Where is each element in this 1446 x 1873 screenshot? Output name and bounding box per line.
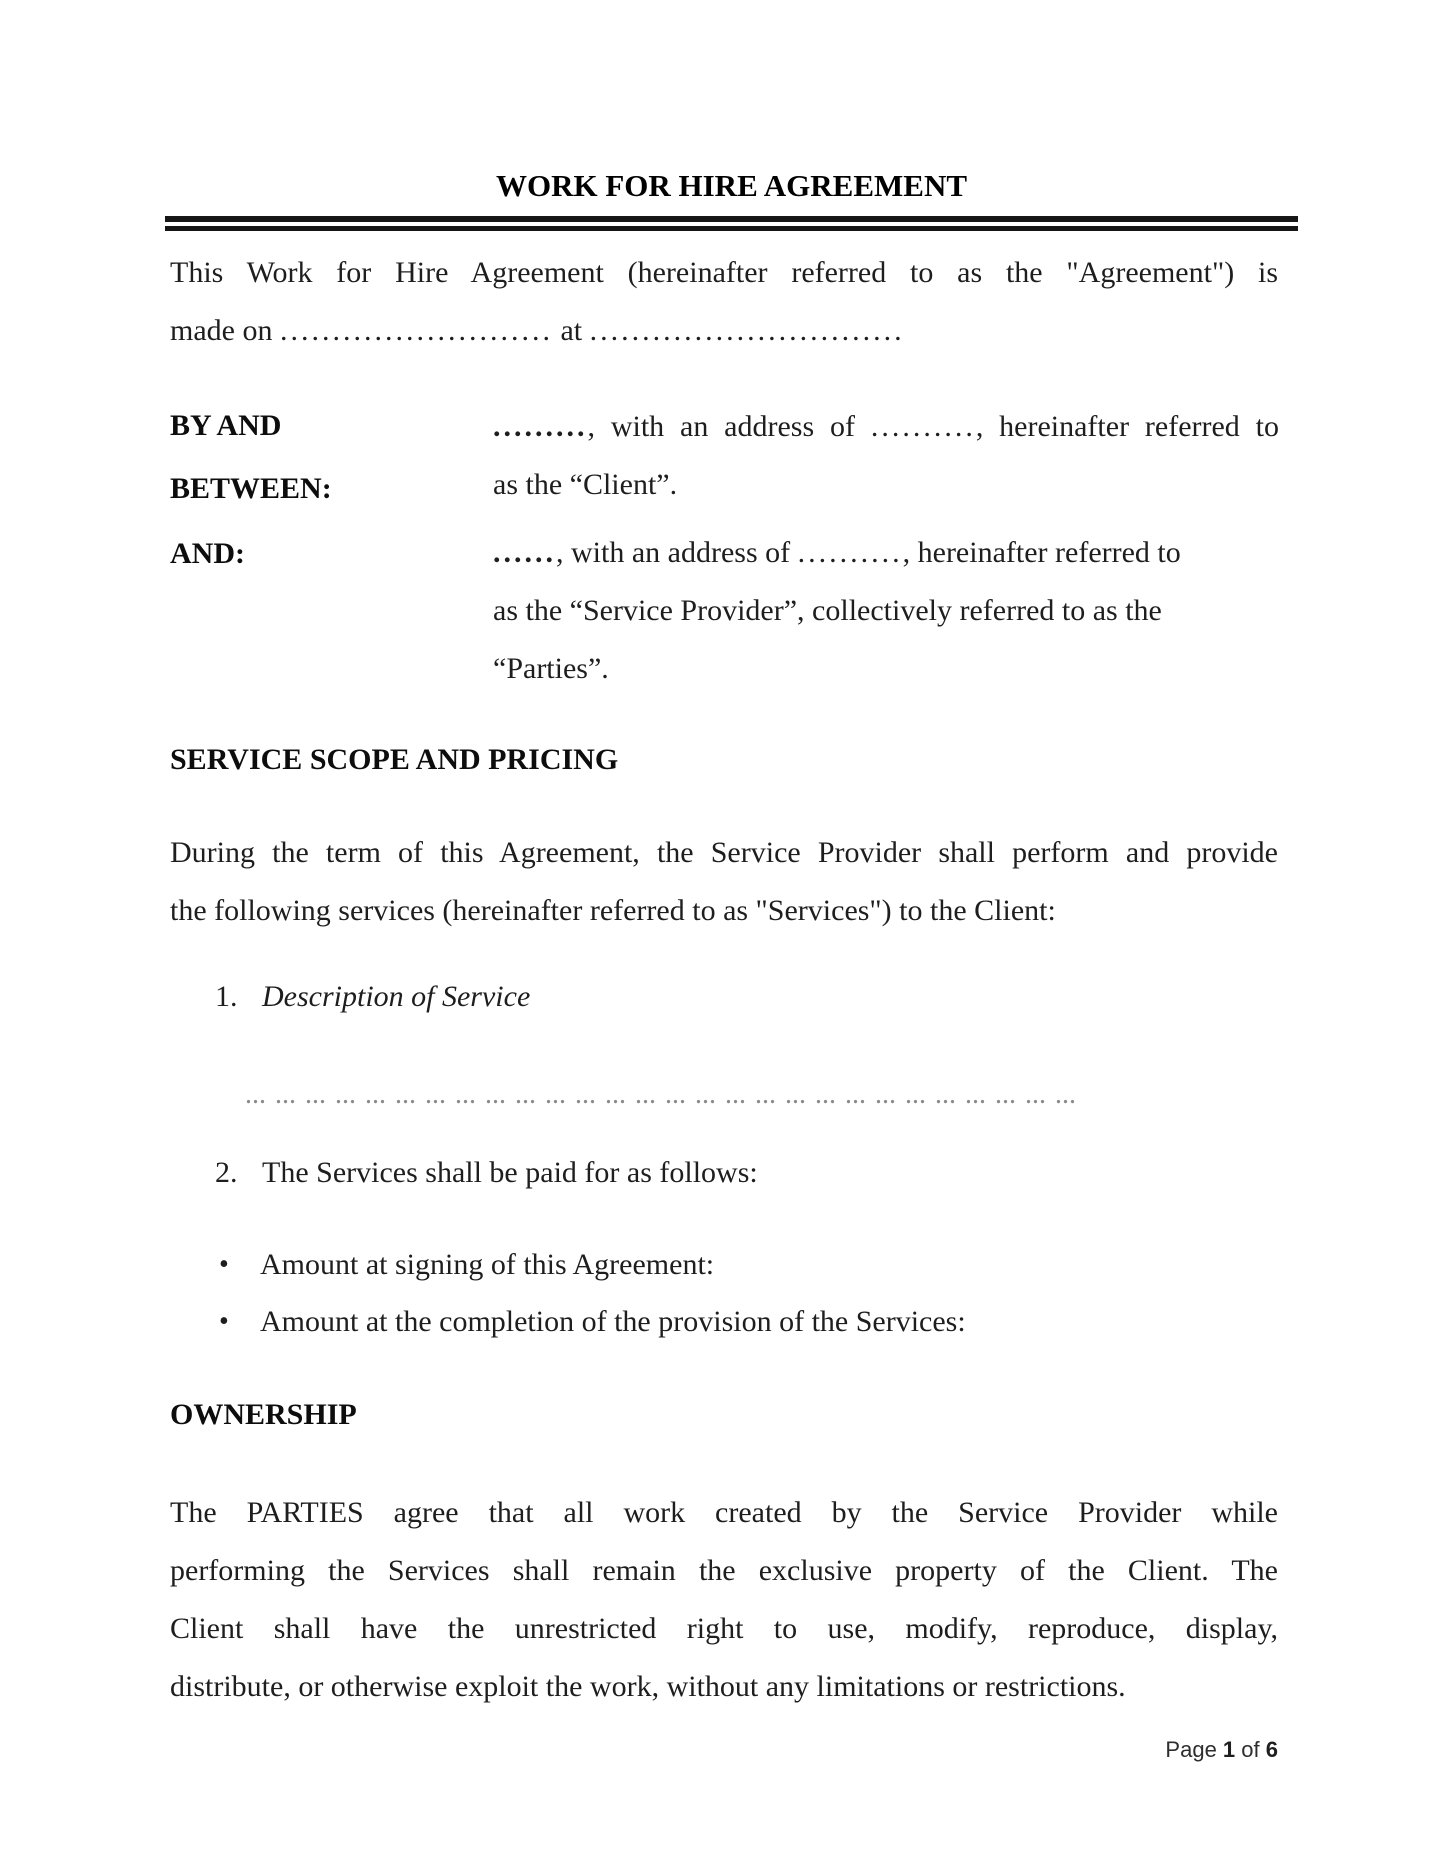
description-blank-dots: ... ... ... ... ... ... ... ... ... ... ... ... ... ... ... ... ... ... ... ... ... ... ... ... ... ... ... ... (245, 1079, 1076, 1110)
client-name-blank-dots: ......... (493, 410, 588, 443)
place-blank-dots: .............................. (589, 314, 905, 347)
page-label: Page (1165, 1737, 1223, 1762)
list-item-2-number: 2. (215, 1156, 238, 1189)
intro-line-2 (170, 302, 1278, 360)
list-item-1-number: 1. (215, 980, 238, 1013)
client-clause (493, 398, 1279, 514)
intro-paragraph (170, 244, 1278, 360)
bullet-item-1 (170, 1236, 1278, 1294)
party-by-and-label: BY AND (170, 409, 282, 442)
provider-clause (493, 524, 1279, 698)
provider-clause-text-1: , with an address of (556, 536, 798, 569)
title-divider-rule (165, 216, 1298, 231)
client-address-blank-dots: .......... (870, 410, 976, 443)
bullet-icon: • (219, 1306, 229, 1337)
document-title: WORK FOR HIRE AGREEMENT (495, 168, 968, 203)
intro-line-1: This Work for Hire Agreement (hereinafter referred to as the "Agreement") is (170, 256, 1278, 289)
of-label: of (1235, 1737, 1266, 1762)
client-clause-text-2: , hereinafter referred to (975, 410, 1279, 443)
provider-clause-line-1 (493, 524, 1279, 582)
party-and-label: AND: (170, 537, 245, 570)
made-on-text: made on (170, 314, 280, 347)
ownership-paragraph (170, 1484, 1278, 1716)
list-item-1-text: Description of Service (262, 980, 531, 1013)
page-number: 1 (1222, 1737, 1236, 1762)
provider-clause-text-2: , hereinafter referred to (902, 536, 1181, 569)
ownership-line-3: Client shall have the unrestricted right to use, modify, reproduce, display, (170, 1612, 1278, 1645)
at-text: at (552, 314, 590, 347)
bullet-icon: • (219, 1249, 229, 1280)
ownership-line-2: performing the Services shall remain the exclusive property of the Client. The (170, 1554, 1278, 1587)
provider-address-blank-dots: .......... (797, 536, 903, 569)
list-item-2 (170, 1144, 1278, 1202)
bullet-item-2 (170, 1293, 1278, 1351)
party-between-label: BETWEEN: (170, 472, 332, 505)
bullet-item-1-text: Amount at signing of this Agreement: (260, 1248, 715, 1281)
page-footer (1165, 1736, 1278, 1764)
ownership-line-1: The PARTIES agree that all work created by the Service Provider while (170, 1496, 1278, 1529)
provider-name-blank-dots: ...... (493, 536, 556, 569)
provider-clause-line-2: as the “Service Provider”, collectively referred to as the (493, 594, 1162, 627)
service-scope-line-2: the following services (hereinafter referred to as "Services") to the Client: (170, 894, 1056, 927)
client-clause-text-1: , with an address of (587, 410, 871, 443)
service-scope-line-1: During the term of this Agreement, the Service Provider shall perform and provide (170, 836, 1278, 869)
service-scope-paragraph (170, 824, 1278, 940)
client-clause-line-1 (493, 398, 1279, 456)
section-heading-ownership: OWNERSHIP (170, 1398, 357, 1431)
section-heading-service-scope: SERVICE SCOPE AND PRICING (170, 743, 619, 776)
list-item-2-text: The Services shall be paid for as follows: (262, 1156, 758, 1189)
provider-clause-line-3: “Parties”. (493, 652, 609, 685)
bullet-item-2-text: Amount at the completion of the provision of the Services: (260, 1305, 966, 1338)
date-blank-dots: .......................... (279, 314, 553, 347)
total-pages: 6 (1265, 1737, 1278, 1762)
list-item-1 (170, 968, 1278, 1026)
client-clause-line-2: as the “Client”. (493, 468, 678, 501)
ownership-line-4: distribute, or otherwise exploit the work, without any limitations or restrictions. (170, 1670, 1126, 1703)
